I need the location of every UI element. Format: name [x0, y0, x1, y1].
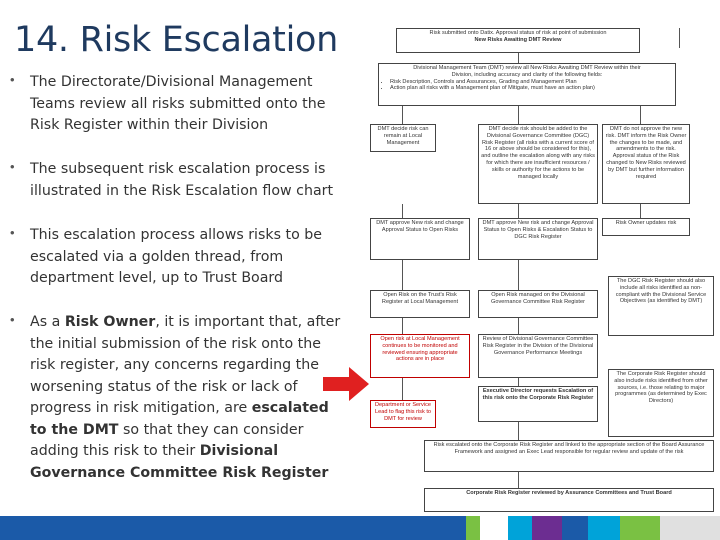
bullet-marker: • [10, 159, 15, 174]
bullet-marker: • [10, 312, 15, 327]
footer-tile [562, 516, 588, 540]
connector [402, 204, 403, 218]
text-run: , it is important that, after the initial submission of the risk onto the risk register, any concerns regarding the worsening status of the risk or lack of progress in risk mitigation, are [30, 314, 341, 416]
flow-text: Executive Director requests Escalation of this risk onto the Corporate Risk Register [482, 388, 594, 401]
flow-dgc-review-box: Review of Divisional Governance Committee Risk Register in the Division of the Divisional Governance Performance Meetings [478, 334, 598, 378]
flow-review-item: • Risk Description, Controls and Assurances, Grading and Management Plan [390, 79, 673, 86]
footer-bar [0, 516, 720, 540]
footer-tile [620, 516, 660, 540]
connector [640, 204, 641, 218]
text-run: As a [30, 314, 65, 330]
flow-text: Corporate Risk Register reviewed by Assurance Committees and Trust Board [466, 490, 672, 496]
connector [518, 378, 519, 386]
bullet-marker: • [10, 72, 15, 87]
flow-approve-dgc-box: DMT approve New risk and change Approval Status to Open Risks & Escalation Status to DGC Risk Register [478, 218, 598, 260]
flow-corporate-note-box: The Corporate Risk Register should also include risks identified from other sources, i.e. those relating to major programmes (as determined by Exec Directors) [608, 369, 714, 437]
connector [518, 204, 519, 218]
connector [518, 260, 519, 290]
connector [640, 106, 641, 124]
flow-retain-local-box: DMT decide risk can remain at Local Management [370, 124, 436, 152]
connector [518, 318, 519, 334]
connector [679, 28, 680, 48]
flow-amend-box: DMT do not approve the new risk. DMT inform the Risk Owner the changes to be made, and amendments to the risk. Approval status of the Risk changed to New Risks reviewed by DMT but further information required [602, 124, 690, 204]
flow-review-list [381, 79, 673, 93]
connector [402, 378, 403, 400]
flow-review-item: • Action plan all risks with a Management plan of Mitigate, must have an action plan) [390, 85, 673, 92]
flow-local-monitor-box: Open risk at Local Management continues to be monitored and reviewed ensuring appropriate actions are in place [370, 334, 470, 378]
text-run: so that they can consider adding this risk to their [30, 421, 304, 459]
flow-corporate-review-box [424, 488, 714, 512]
footer-tile [588, 516, 620, 540]
connector [518, 472, 519, 488]
flow-add-dgc-box: DMT decide risk should be added to the Divisional Governance Committee (DGC) Risk Register (all risks with a current score of 16 or above should be considered for this), and outline the escalation along with any risks for which there are insufficient resources / skills or authority for the actions to be managed locally [478, 124, 598, 204]
flow-approve-open-box: DMT approve New risk and change Approval Status to Open Risks [370, 218, 470, 260]
footer-tile [508, 516, 532, 540]
bullet-text: The subsequent risk escalation process is illustrated in the Risk Escalation flow chart [30, 161, 334, 199]
footer-tile [480, 516, 508, 540]
bullet-text: This escalation process allows risks to be escalated via a golden thread, from department level, up to Trust Board [30, 227, 323, 286]
footer-tile [532, 516, 562, 540]
flow-text: New Risks Awaiting DMT Review [474, 36, 562, 43]
connector [402, 106, 403, 124]
page-title: 14. Risk Escalation [14, 20, 339, 60]
footer-tile [440, 516, 466, 540]
flow-open-dgc-box: Open Risk managed on the Divisional Governance Committee Risk Register [478, 290, 598, 318]
flow-dmt-review-box [378, 63, 676, 106]
flow-text: Divisional Management Team (DMT) review all New Risks Awaiting DMT Review within their [413, 65, 641, 71]
flow-text: Division, including accuracy and clarity of the following fields: [451, 71, 603, 78]
flow-lead-flag-box: Department or Service Lead to flag this risk to DMT for review [370, 400, 436, 428]
bullet-text: The Directorate/Divisional Management Teams review all risks submitted onto the Risk Register within their Division [30, 74, 326, 133]
red-arrow-icon [323, 367, 369, 401]
bullet-marker: • [10, 225, 15, 240]
connector [402, 318, 403, 334]
escalated-emphasis: escalated to the DMT [30, 400, 329, 438]
committee-emphasis: Divisional Governance Committee Risk Register [30, 443, 329, 481]
connector [518, 53, 519, 63]
flow-exec-request-box [478, 386, 598, 422]
footer-tile [466, 516, 480, 540]
flow-escalated-box: Risk escalated onto the Corporate Risk Register and linked to the appropriate section of the Board Assurance Framework and assigned an Exec Lead responsible for regular review and update of the risk [424, 440, 714, 472]
connector [402, 260, 403, 290]
risk-escalation-flowchart [368, 24, 718, 518]
flow-text: Risk submitted onto Datix. Approval status of risk at point of submission [429, 30, 607, 36]
risk-owner-emphasis: Risk Owner [64, 314, 156, 330]
connector [518, 422, 519, 440]
flow-dgc-identify-box: The DGC Risk Register should also include all risks identified as non-compliant with the Divisional Service Objectives (as identified by DMT) [608, 276, 714, 336]
footer-band [0, 516, 440, 540]
footer-tile [660, 516, 720, 540]
flow-owner-updates-box: Risk Owner updates risk [602, 218, 690, 236]
flow-submit-box [396, 28, 640, 53]
flow-open-local-box: Open Risk on the Trust's Risk Register at Local Management [370, 290, 470, 318]
bullet-text [30, 312, 348, 484]
connector [518, 106, 519, 124]
